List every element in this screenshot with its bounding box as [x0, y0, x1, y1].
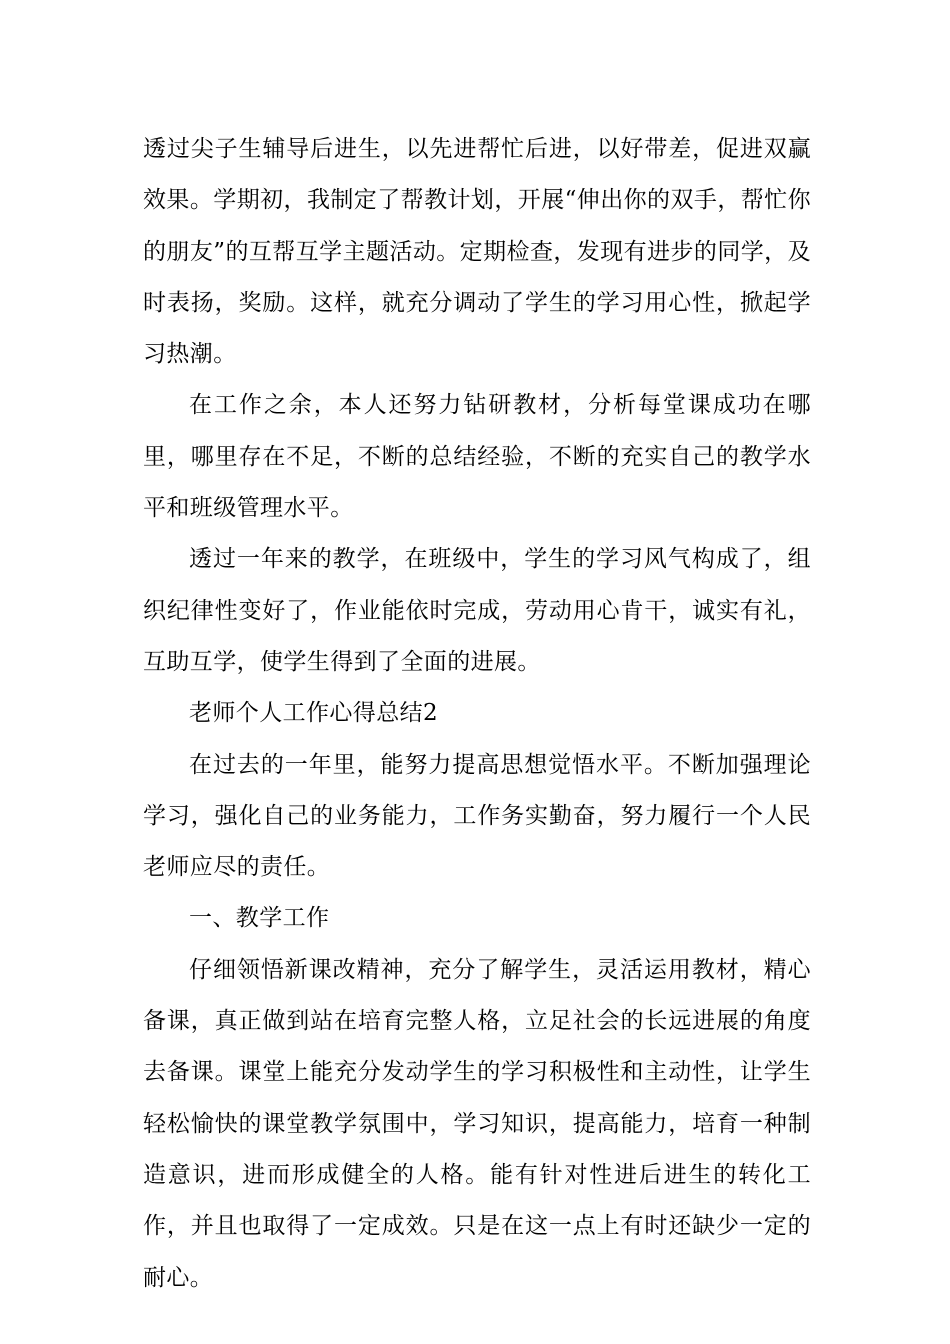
paragraph-past-year: 在过去的一年里，能努力提高思想觉悟水平。不断加强理论学习，强化自己的业务能力，工作务实勤奋，努力履行一个人民老师应尽的责任。 — [143, 751, 811, 881]
document-body — [143, 124, 811, 1304]
paragraph-teaching-details: 仔细领悟新课改精神，充分了解学生，灵活运用教材，精心备课，真正做到站在培育完整人格，立足社会的长远进展的角度去备课。课堂上能充分发动学生的学习积极性和主动性，让学生轻松愉快的课堂教学氛围中，学习知识，提高能力，培育一种制造意识，进而形成健全的人格。能有针对性进后进生的转化工作，并且也取得了一定成效。只是在这一点上有时还缺少一定的耐心。 — [143, 956, 811, 1291]
paragraph-class-results: 透过一年来的教学，在班级中，学生的学习风气构成了，组织纪律性变好了，作业能依时完成，劳动用心肯干，诚实有礼，互助互学，使学生得到了全面的进展。 — [143, 546, 811, 675]
paragraph-self-study: 在工作之余，本人还努力钻研教材，分析每堂课成功在哪里，哪里存在不足，不断的总结经验，不断的充实自己的教学水平和班级管理水平。 — [143, 392, 811, 522]
section-heading-teaching-work: 一、教学工作 — [189, 905, 330, 932]
section-heading-summary-2: 老师个人工作心得总结2 — [189, 700, 439, 727]
paragraph-peer-tutoring: 透过尖子生辅导后进生，以先进帮忙后进，以好带差，促进双赢效果。学期初，我制定了帮教计划，开展“伸出你的双手，帮忙你的朋友”的互帮互学主题活动。定期检查，发现有进步的同学，及时表扬，奖励。这样，就充分调动了学生的学习用心性，掀起学习热潮。 — [143, 136, 811, 368]
